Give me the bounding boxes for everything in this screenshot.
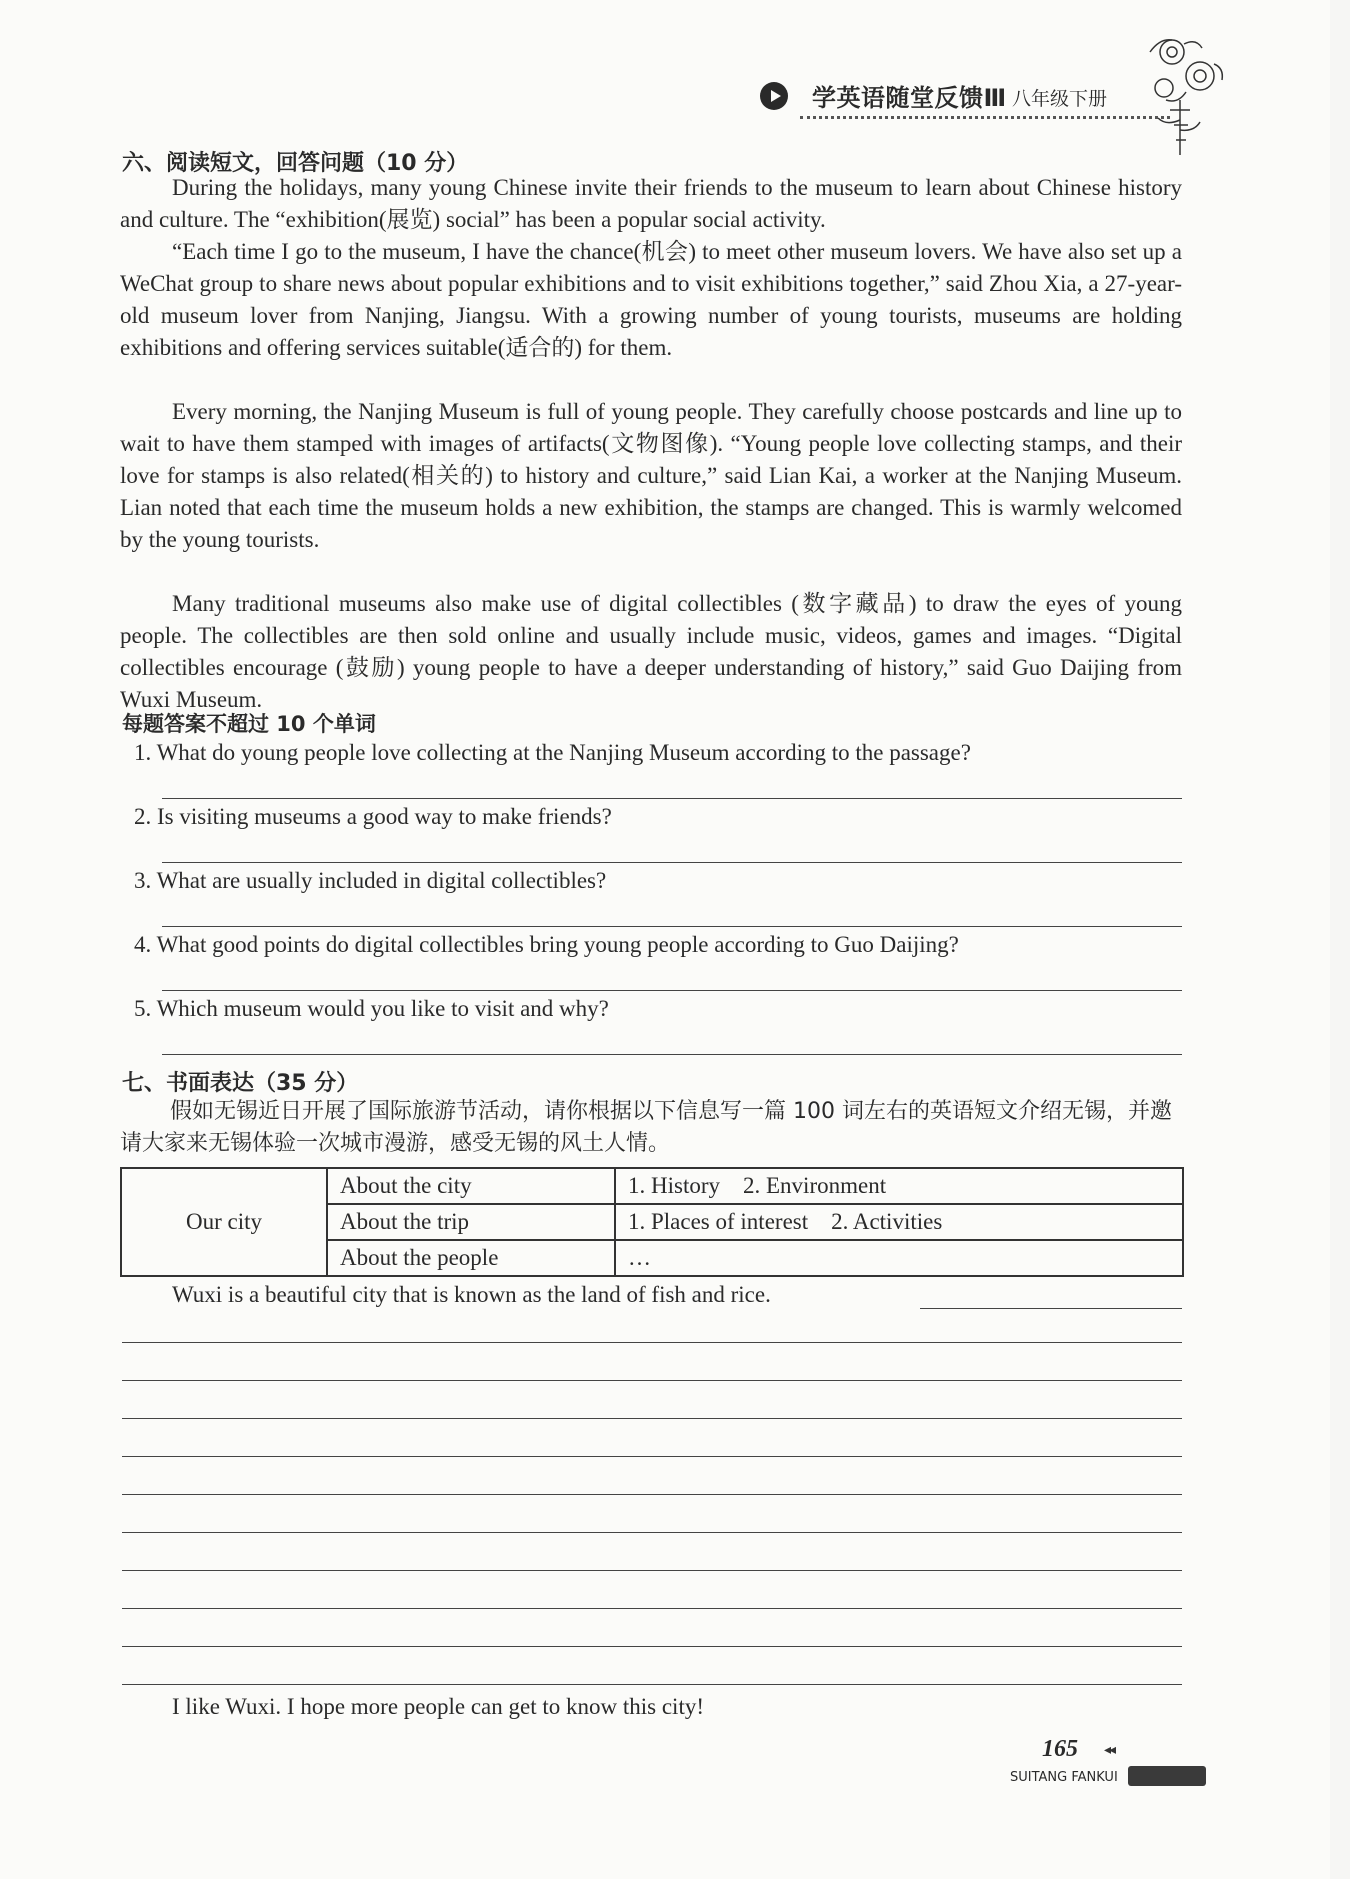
question-4: 4. What good points do digital collectibles bring young people according to Guo Daijing? xyxy=(134,932,959,957)
essay-opening-sentence: Wuxi is a beautiful city that is known as the land of fish and rice. xyxy=(172,1282,771,1307)
footer-brand: SUITANG FANKUI xyxy=(1010,1770,1118,1785)
answer-line-4[interactable] xyxy=(162,990,1182,991)
question-3: 3. What are usually included in digital collectibles? xyxy=(134,868,607,893)
play-icon xyxy=(760,82,788,110)
footer-logo-badge xyxy=(1128,1766,1206,1786)
header-dotted-rule xyxy=(800,116,1170,119)
page-arrows-icon: ◂◂ xyxy=(1104,1743,1115,1758)
table-aspect-cell: About the city xyxy=(327,1168,615,1204)
essay-line-first[interactable] xyxy=(920,1308,1182,1309)
writing-prompt: 假如无锡近日开展了国际旅游节活动，请你根据以下信息写一篇 100 词左右的英语短文介绍无锡，并邀请大家来无锡体验一次城市漫游，感受无锡的风土人情。 xyxy=(120,1099,1172,1156)
passage-paragraph-1: During the holidays, many young Chinese invite their friends to the museum to learn about Chinese history and culture. The “exhibition(展览) social” has been a popular social activity. xyxy=(120,175,1182,232)
page-header xyxy=(760,78,1180,118)
table-aspect-cell: About the trip xyxy=(327,1204,615,1240)
grade-label: 八年级下册 xyxy=(1012,88,1108,110)
table-row xyxy=(121,1168,1183,1204)
essay-line[interactable] xyxy=(122,1532,1182,1533)
passage-paragraph-3: Every morning, the Nanjing Museum is full of young people. They carefully choose postcards and line up to wait to have them stamped with images of artifacts(文物图像). “Young people love collecting stamps, and their love for stamps is also related(相关的) to history and culture,” said Lian Kai, a worker at the Nanjing Museum. Lian noted that each time the museum holds a new exhibition, the stamps are changed. This is warmly welcomed by the young tourists. xyxy=(120,399,1182,552)
table-points-cell: … xyxy=(615,1240,1183,1276)
passage-paragraph-4: Many traditional museums also make use of digital collectibles (数字藏品) to draw the eyes of young people. The collectibles are then sold online and usually include music, videos, games and images. “Digital collectibles encourage (鼓励) young people to have a deeper understanding of history,” said Guo Daijing from Wuxi Museum. xyxy=(120,591,1182,712)
answer-line-3[interactable] xyxy=(162,926,1182,927)
section-6-title: 六、阅读短文，回答问题（10 分） xyxy=(122,151,469,176)
table-points-cell: 1. Places of interest 2. Activities xyxy=(615,1204,1183,1240)
writing-info-table xyxy=(120,1167,1184,1277)
section-7-title: 七、书面表达（35 分） xyxy=(122,1071,359,1096)
essay-line[interactable] xyxy=(122,1342,1182,1343)
essay-line[interactable] xyxy=(122,1570,1182,1571)
essay-line[interactable] xyxy=(122,1494,1182,1495)
table-topic-cell: Our city xyxy=(121,1168,327,1276)
flower-ornament-icon xyxy=(1140,30,1230,160)
essay-line[interactable] xyxy=(122,1684,1182,1685)
series-title: 学英语随堂反馈Ⅲ xyxy=(812,84,1007,112)
essay-line[interactable] xyxy=(122,1380,1182,1381)
essay-line[interactable] xyxy=(122,1608,1182,1609)
answer-instruction: 每题答案不超过 10 个单词 xyxy=(122,712,376,736)
question-1: 1. What do young people love collecting at the Nanjing Museum according to the passage? xyxy=(134,740,971,765)
question-5: 5. Which museum would you like to visit and why? xyxy=(134,996,609,1021)
essay-line[interactable] xyxy=(122,1418,1182,1419)
essay-line[interactable] xyxy=(122,1456,1182,1457)
essay-line[interactable] xyxy=(122,1646,1182,1647)
page-number: 165 xyxy=(1042,1736,1078,1762)
answer-line-1[interactable] xyxy=(162,798,1182,799)
passage-paragraph-2: “Each time I go to the museum, I have the chance(机会) to meet other museum lovers. We have also set up a WeChat group to share news about popular exhibitions and to visit exhibitions together,” said Zhou Xia, a 27-year-old museum lover from Nanjing, Jiangsu. With a growing number of young tourists, museums are holding exhibitions and offering services suitable(适合的) for them. xyxy=(120,239,1182,360)
essay-ending-sentence: I like Wuxi. I hope more people can get to know this city! xyxy=(172,1694,704,1719)
answer-line-5[interactable] xyxy=(162,1054,1182,1055)
table-aspect-cell: About the people xyxy=(327,1240,615,1276)
question-2: 2. Is visiting museums a good way to make friends? xyxy=(134,804,612,829)
answer-line-2[interactable] xyxy=(162,862,1182,863)
table-points-cell: 1. History 2. Environment xyxy=(615,1168,1183,1204)
